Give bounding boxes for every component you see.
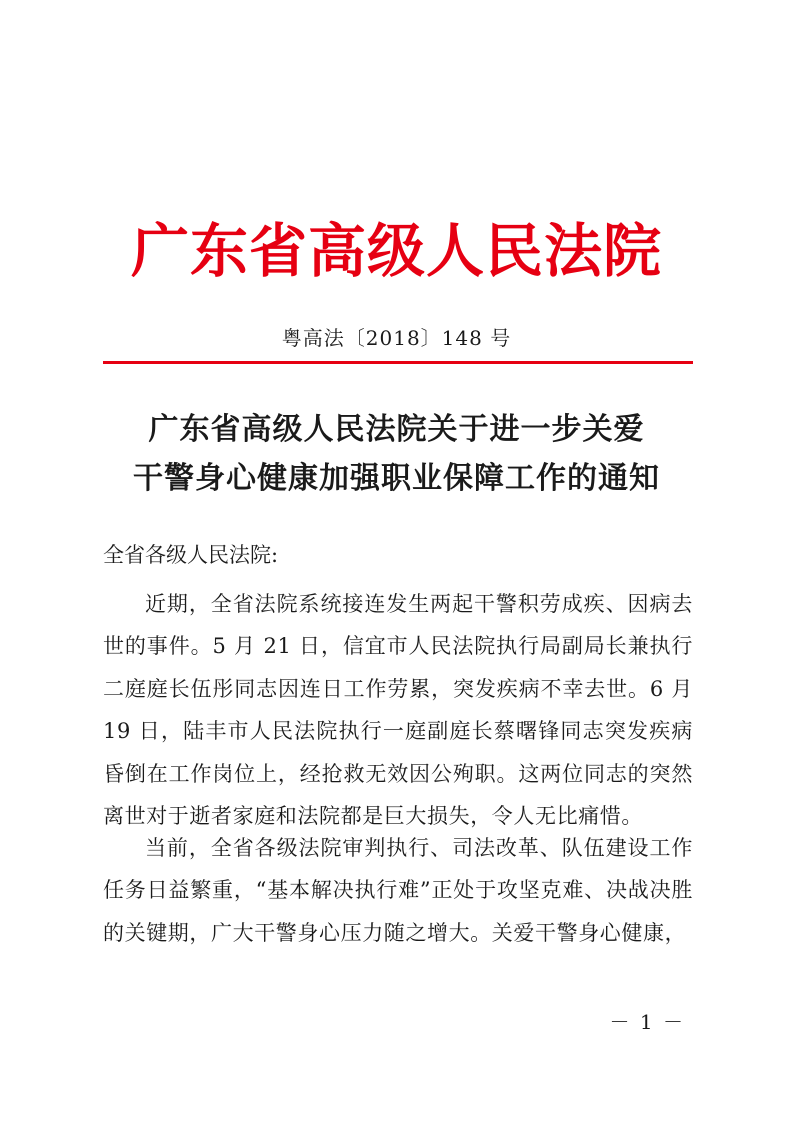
body-paragraph-2: 当前，全省各级法院审判执行、司法改革、队伍建设工作任务日益繁重，“基本解决执行难”正处于攻坚克难、决战决胜的关键期，广大干警身心压力随之增大。关爱干警身心健康， <box>103 836 693 945</box>
salutation: 全省各级人民法院: <box>103 543 279 567</box>
document-number: 粤高法〔2018〕148 号 <box>281 326 512 350</box>
document-title-line-2: 干警身心健康加强职业保障工作的通知 <box>133 461 660 496</box>
masthead-title: 广东省高级人民法院 <box>130 217 662 285</box>
page-number: － 1 － <box>609 1010 685 1034</box>
document-title-line-1: 广东省高级人民法院关于进一步关爱 <box>148 412 645 447</box>
red-divider-line <box>103 361 693 364</box>
body-paragraph-1: 近期，全省法院系统接连发生两起干警积劳成疾、因病去世的事件。5 月 21 日，信宜市人民法院执行局副局长兼执行二庭庭长伍彤同志因连日工作劳累，突发疾病不幸去世。6 月 19 日，陆丰市人民法院执行一庭副庭长蔡曙锋同志突发疾病昏倒在工作岗位上，经抢救无效因公殉职。这两位同志的突然离世对于逝者家庭和法院都是巨大损失，令人无比痛惜。 <box>103 592 693 829</box>
